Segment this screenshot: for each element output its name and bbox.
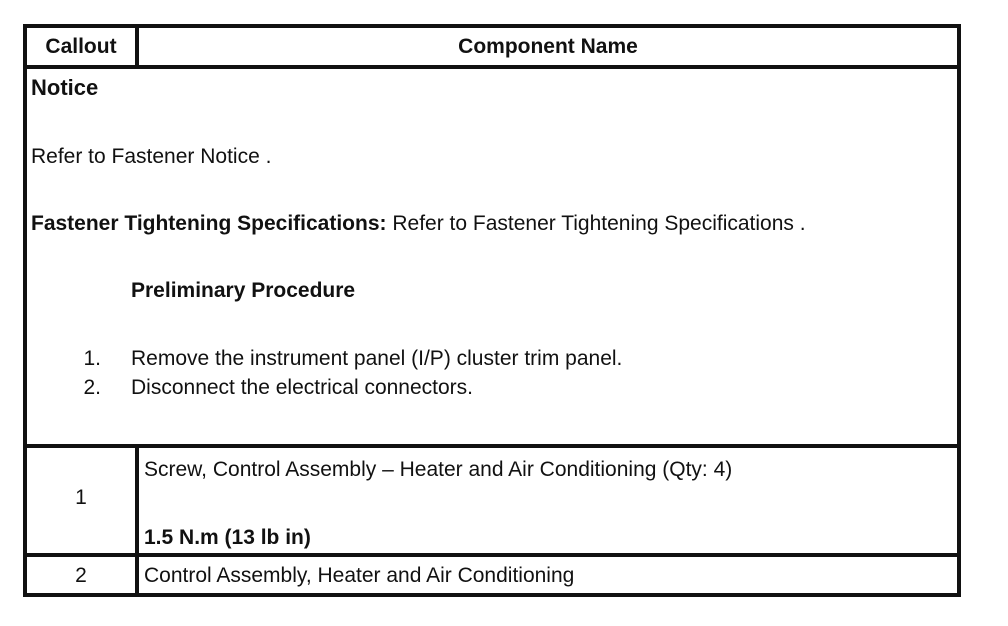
step-number: 1. — [83, 347, 101, 370]
callout-header-cell — [27, 28, 139, 65]
tightening-spec-reference: Refer to Fastener Tightening Specifications . — [386, 212, 806, 235]
component-table — [23, 24, 961, 597]
component-name: Control Assembly, Heater and Air Conditioning — [144, 564, 575, 587]
step-text: Disconnect the electrical connectors. — [131, 376, 473, 399]
component-name-header: Component Name — [458, 35, 638, 58]
notice-title: Notice — [31, 75, 99, 100]
callout-cell — [27, 557, 139, 593]
step-number: 2. — [83, 376, 101, 399]
preliminary-procedure-title: Preliminary Procedure — [131, 279, 356, 302]
torque-spec: 1.5 N.m (13 lb in) — [144, 526, 311, 549]
callout-cell — [27, 448, 139, 553]
fastener-notice-reference: Refer to Fastener Notice . — [31, 145, 272, 168]
component-name-cell — [139, 448, 957, 553]
component-name-header-cell — [139, 28, 957, 65]
step-text: Remove the instrument panel (I/P) cluster trim panel. — [131, 347, 623, 370]
table-row — [27, 448, 957, 557]
callout-number: 2 — [75, 564, 87, 587]
callout-number: 1 — [75, 486, 87, 509]
tightening-spec-label: Fastener Tightening Specifications: — [31, 212, 387, 235]
tightening-spec-line — [31, 212, 806, 236]
table-row — [27, 557, 957, 593]
component-name: Screw, Control Assembly – Heater and Air Conditioning (Qty: 4) — [144, 458, 733, 481]
notice-row — [27, 69, 957, 448]
table-header-row — [27, 28, 957, 69]
component-name-cell — [139, 557, 957, 593]
callout-header: Callout — [45, 35, 117, 58]
